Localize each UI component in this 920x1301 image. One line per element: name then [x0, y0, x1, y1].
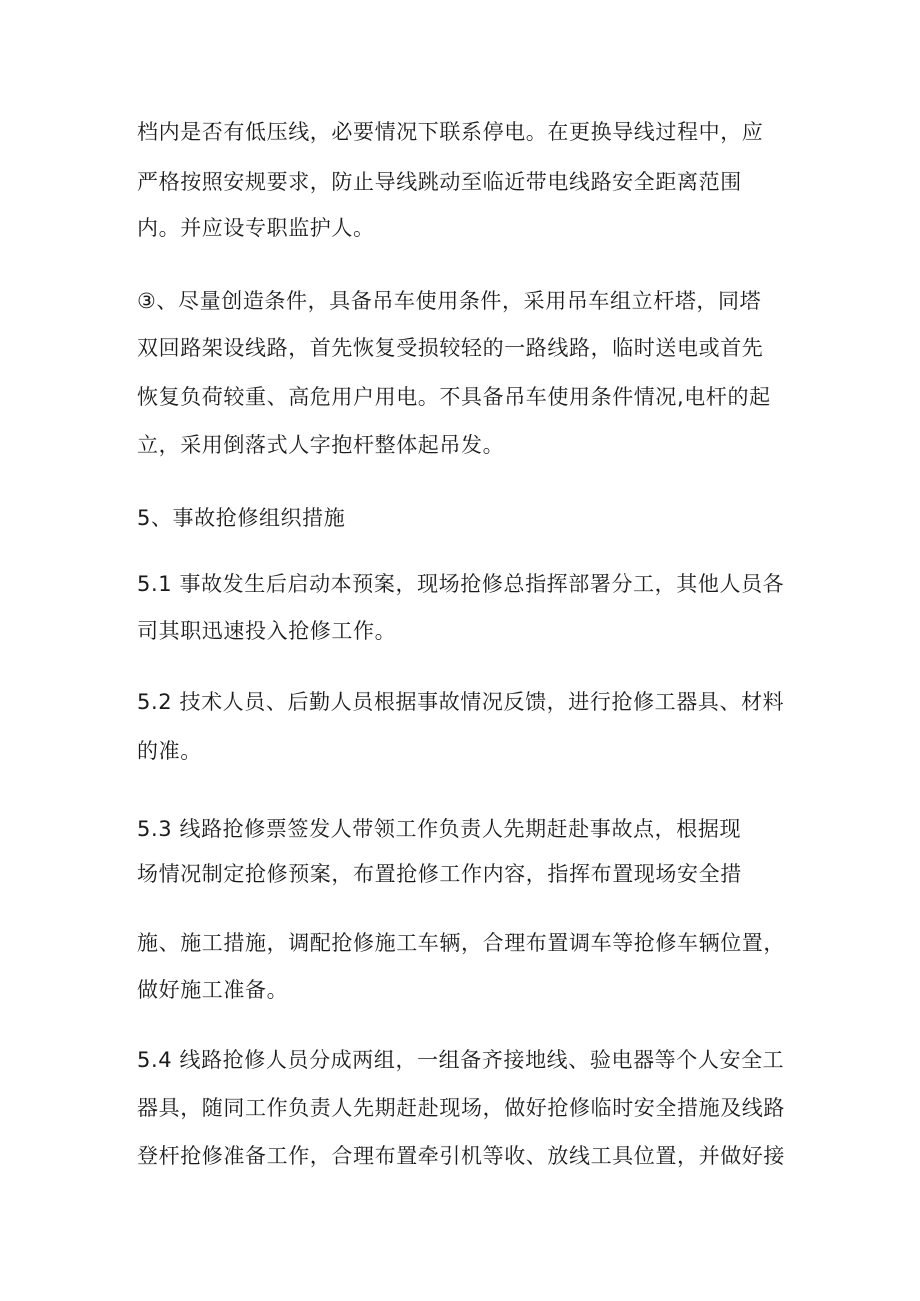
paragraph-line: 双回路架设线路，首先恢复受损较轻的一路线路，临时送电或首先 — [137, 336, 764, 360]
paragraph-line: 档内是否有低压线，必要情况下联系停电。在更换导线过程中，应 — [137, 120, 764, 144]
paragraph-line: 器具，随同工作负责人先期赶赴现场，做好抢修临时安全措施及线路 — [137, 1096, 785, 1120]
paragraph-line: 严格按照安规要求，防止导线跳动至临近带电线路安全距离范围 — [137, 170, 742, 194]
paragraph-line: 登杆抢修准备工作，合理布置牵引机等收、放线工具位置，并做好接 — [137, 1144, 785, 1168]
paragraph-line: 施、施工措施，调配抢修施工车辆，合理布置调车等抢修车辆位置， — [137, 931, 785, 955]
paragraph-line: 5.3 线路抢修票签发人带领工作负责人先期赶赴事故点，根据现 — [137, 817, 742, 841]
paragraph-line: 5.2 技术人员、后勤人员根据事故情况反馈，进行抢修工器具、材料 — [137, 690, 785, 714]
paragraph-line: 5.4 线路抢修人员分成两组，一组备齐接地线、验电器等个人安全工 — [137, 1048, 785, 1072]
paragraph-line: 做好施工准备。 — [137, 978, 289, 1002]
paragraph-line: 的准。 — [137, 739, 202, 763]
paragraph-line: 场情况制定抢修预案，布置抢修工作内容，指挥布置现场安全措 — [137, 862, 742, 886]
paragraph-line: 内。并应设专职监护人。 — [137, 216, 375, 240]
paragraph-line: ③、尽量创造条件，具备吊车使用条件，采用吊车组立杆塔，同塔 — [137, 289, 762, 313]
section-heading: 5、事故抢修组织措施 — [137, 506, 346, 530]
paragraph-line: 立，采用倒落式人字抱杆整体起吊发。 — [137, 433, 505, 457]
paragraph-line: 司其职迅速投入抢修工作。 — [137, 619, 397, 643]
paragraph-line: 恢复负荷较重、高危用户用电。不具备吊车使用条件情况,电杆的起 — [137, 385, 771, 409]
paragraph-line: 5.1 事故发生后启动本预案，现场抢修总指挥部署分工，其他人员各 — [137, 572, 785, 596]
